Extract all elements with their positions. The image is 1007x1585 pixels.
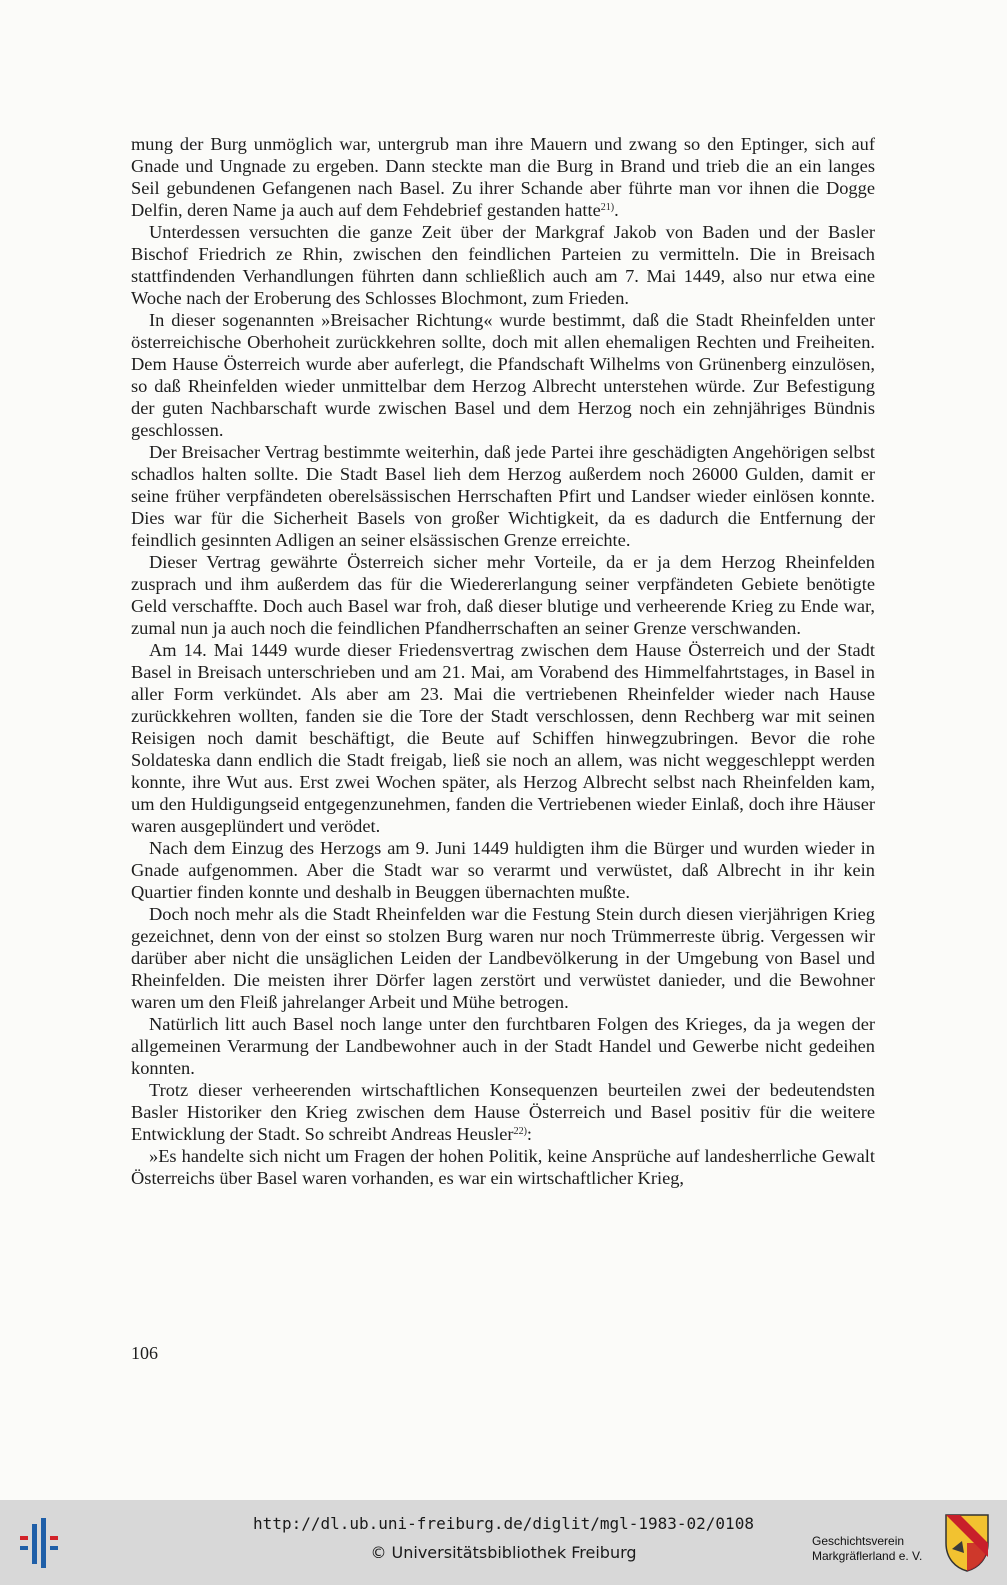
paragraph-tail: : — [526, 1124, 533, 1144]
footnote-ref: 21) — [600, 202, 615, 213]
paragraph-10 — [131, 1079, 875, 1145]
paragraph-3: In dieser sogenannten »Breisacher Richtung« wurde bestimmt, daß die Stadt Rheinfelden unter österreichische Oberhoheit zurückkehren sollte, doch mit allen ehemaligen Rechten und Freiheiten. Dem Hause Österreich wurde aber auferlegt, die Pfandschaft Wilhelms von Grünenberg einzulösen, so daß Rheinfelden wieder unmittelbar dem Herzog Albrecht unterstehen würde. Zur Befestigung der guten Nachbarschaft wurde zwischen Basel und dem Herzog noch ein zehnjähriges Bündnis geschlossen. — [131, 310, 875, 440]
footnote-ref: 22) — [513, 1126, 527, 1137]
paragraph-text: mung der Burg unmöglich war, untergrub man ihre Mauern und zwang so den Eptinger, sich auf Gnade und Ungnade zu ergeben. Dann steckte man die Burg in Brand und trieb die an ein langes Seil gebundenen Gefangenen nach Basel. Zu ihrer Schande aber führte man vor ihnen die Dogge Delfin, deren Name ja auch auf dem Fehdebrief gestanden hatte — [131, 134, 875, 220]
paragraph-11: »Es handelte sich nicht um Fragen der hohen Politik, keine Ansprüche auf landesherrliche Gewalt Österreichs über Basel waren vorhanden, es war ein wirtschaftlicher Krieg, — [131, 1146, 875, 1188]
paragraph-6: Am 14. Mai 1449 wurde dieser Friedensvertrag zwischen dem Hause Österreich und der Stadt Basel in Breisach unterschrieben und am 21. Mai, am Vorabend des Himmelfahrtstages, in Basel in aller Form verkündet. Als aber am 23. Mai die vertriebenen Rheinfelder wieder nach Hause zurückkehren wollten, fanden sie die Tore der Stadt verschlossen, denn Rechberg war mit seinen Reisigen noch damit beschäftigt, die Beute auf Schiffen hinwegzubringen. Bevor die rohe Soldateska dann endlich die Stadt freigab, ließ sie noch an allem, was nicht weggeschleppt werden konnte, ihre Wut aus. Erst zwei Wochen später, als Herzog Albrecht selbst nach Rheinfelden kam, um den Huldigungseid entgegenzunehmen, fanden die Vertriebenen wieder Einlaß, doch ihre Häuser waren ausgeplündert und verödet. — [131, 640, 875, 836]
paragraph-8: Doch noch mehr als die Stadt Rheinfelden war die Festung Stein durch diesen vierjährigen Krieg gezeichnet, denn von der einst so stolzen Burg waren nur noch Trümmerreste übrig. Vergessen wir darüber aber nicht die unsäglichen Leiden der Landbevölkerung in der Umgebung von Basel und Rheinfelden. Die meisten ihrer Dörfer lagen zerstört und verwüstet danieder, und die Bewohner waren um den Fleiß jahrelanger Arbeit und Mühe betrogen. — [131, 904, 875, 1012]
permalink-link[interactable]: http://dl.ub.uni-freiburg.de/diglit/mgl-1983-02/0108 — [253, 1514, 754, 1533]
paragraph-2: Unterdessen versuchten die ganze Zeit über der Markgraf Jakob von Baden und der Basler Bischof Friedrich ze Rhin, zwischen den feindlichen Parteien zu vermitteln. Die in Breisach stattfindenden Verhandlungen führten dann schließlich auch am 7. Mai 1449, also nur etwa eine Woche nach der Eroberung des Schlosses Blochmont, zum Frieden. — [131, 222, 875, 308]
viewer-footer — [0, 1500, 1007, 1585]
paragraph-text: Trotz dieser verheerenden wirtschaftlichen Konsequenzen beurteilen zwei der bedeutendsten Basler Historiker den Krieg zwischen dem Hause Österreich und Basel positiv für die weitere Entwicklung der Stadt. So schreibt Andreas Heusler — [131, 1080, 875, 1144]
paragraph-5: Dieser Vertrag gewährte Österreich sicher mehr Vorteile, da er ja dem Herzog Rheinfelden zusprach und ihm außerdem das für die Wiedererlangung seiner verpfändeten Gebiete benötigte Geld verschaffte. Doch auch Basel war froh, daß dieser blutige und verheerende Krieg zu Ende war, zumal nun ja auch noch die feindlichen Pfandherrschaften an seiner Grenze verschwanden. — [131, 552, 875, 638]
paragraph-9: Natürlich litt auch Basel noch lange unter den furchtbaren Folgen des Krieges, da ja wegen der allgemeinen Verarmung der Landbewohner auch in der Stadt Handel und Gewerbe nicht gedeihen konnten. — [131, 1014, 875, 1078]
paragraph-tail: . — [614, 200, 619, 220]
page-number: 106 — [131, 1343, 158, 1363]
coat-of-arms-icon[interactable] — [944, 1513, 990, 1573]
society-line-1: Geschichtsverein — [812, 1534, 905, 1548]
society-line-2: Markgräflerland e. V. — [812, 1549, 923, 1563]
paragraph-4: Der Breisacher Vertrag bestimmte weiterhin, daß jede Partei ihre geschädigten Angehörigen selbst schadlos halten sollte. Die Stadt Basel lieh dem Herzog außerdem noch 26000 Gulden, damit er seine früher verpfändeten oberelsässischen Herrschaften Pfirt und Landser wieder einlösen konnte. Dies war für die Sicherheit Basels von großer Wichtigkeit, da es dadurch die Entfernung der feindlich gesinnten Adligen an seiner elsässischen Grenze erreichte. — [131, 442, 875, 550]
body-text — [131, 133, 875, 1189]
paragraph-7: Nach dem Einzug des Herzogs am 9. Juni 1449 huldigten ihm die Bürger und wurden wieder in Gnade aufgenommen. Aber die Stadt war so verarmt und verwüstet, daß Albrecht in ihr kein Quartier finden konnte und deshalb in Beuggen übernachten mußte. — [131, 838, 875, 902]
paragraph-1 — [131, 133, 875, 221]
copyright-text: © Universitätsbibliothek Freiburg — [370, 1543, 637, 1562]
society-name — [812, 1534, 942, 1564]
